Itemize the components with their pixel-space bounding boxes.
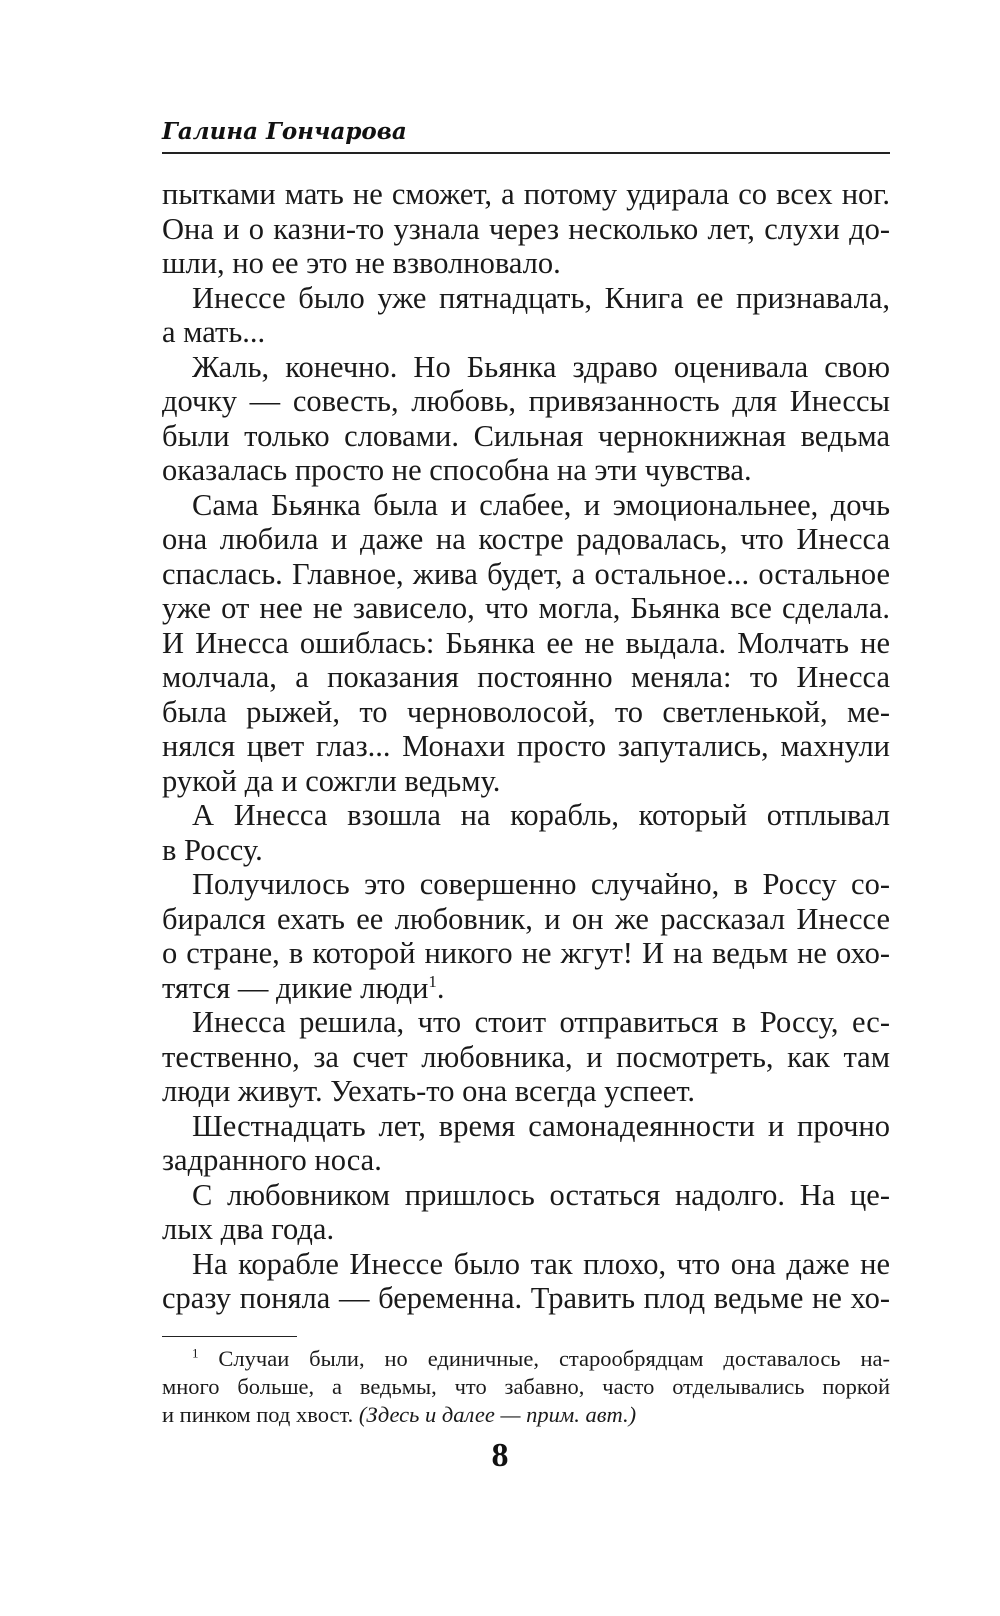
footnote [162,1345,890,1429]
body-line-text: тятся — дикие люди [162,970,429,1005]
footnote-line-text: Случаи были, но единичные, старообрядцам доставалось на- [218,1346,890,1371]
body-line: о стране, в которой никого не жгут! И на ведьм не охо- [162,936,890,970]
footnote-line-text: и пинком под хвост. [162,1402,359,1427]
body-line: спаслась. Главное, жива будет, а остальное... остальное [162,556,890,591]
running-head-author: Галина Гончарова [162,118,407,145]
footnote-line [162,1401,890,1429]
body-line-with-footnote [162,971,890,1006]
body-line: шли, но ее это не взволновало. [162,246,561,280]
footnote-line: много больше, а ведьмы, что забавно, часто отделывались поркой [162,1374,890,1399]
body-line: люди живут. Уехать-то она всегда успеет. [162,1074,695,1108]
body-line: Она и о казни-то узнала через несколько лет, слухи до- [162,211,890,246]
body-line-period: . [436,970,445,1005]
body-line: сразу поняла — беременна. Травить плод ведьме не хо- [162,1281,890,1315]
body-line: Получилось это совершенно случайно, в Россу со- [192,867,890,901]
body-line: пытками мать не сможет, а потому удирала со всех ног. [162,177,890,211]
body-line: бирался ехать ее любовник, и он же рассказал Инессе [162,901,890,936]
body-line: На корабле Инессе было так плохо, что она даже не [192,1246,890,1281]
body-line: дочку — совесть, любовь, привязанность для Инессы [162,384,890,418]
body-line: Шестнадцать лет, время самонадеянности и прочно [192,1108,890,1143]
body-line: И Инесса ошиблась: Бьянка ее не выдала. Молчать не [162,625,890,660]
body-line: С любовником пришлось остаться надолго. На це- [192,1177,890,1212]
body-line: лых два года. [162,1212,335,1246]
body-line: А Инесса взошла на корабль, который отплывал [192,798,890,832]
body-line: Инесса решила, что стоит отправиться в Россу, ес- [192,1005,890,1039]
page-number: 8 [491,1437,509,1474]
body-line: в Россу. [162,832,263,867]
body-line: Инессе было уже пятнадцать, Книга ее признавала, [192,280,890,315]
body-line: были только словами. Сильная чернокнижная ведьма [162,418,890,453]
body-line: Сама Бьянка была и слабее, и эмоциональнее, дочь [192,487,890,522]
body-line: она любила и даже на костре радовалась, что Инесса [162,522,890,556]
header-rule [162,152,890,154]
body-line: а мать... [162,315,266,349]
footnote-reference[interactable]: 1 [428,971,437,991]
footnote-editor-note: (Здесь и далее — прим. авт.) [358,1402,637,1427]
footnote-rule [162,1336,297,1337]
body-line: оказалась просто не способна на эти чувства. [162,453,752,487]
footnote-line [162,1345,890,1373]
body-line: тественно, за счет любовника, и посмотреть, как там [162,1039,890,1074]
body-line: задранного носа. [162,1143,382,1177]
body-line: была рыжей, то черноволосой, то светленькой, ме- [162,694,890,729]
footnote-marker: 1 [192,1345,199,1361]
body-line: рукой да и сожгли ведьму. [162,763,501,798]
body-line: Жаль, конечно. Но Бьянка здраво оценивала свою [192,349,890,384]
body-line: молчала, а показания постоянно меняла: то Инесса [162,660,890,694]
body-text [162,177,890,1316]
body-line: уже от нее не зависело, что могла, Бьянка все сделала. [162,591,890,625]
body-line: нялся цвет глаз... Монахи просто запутались, махнули [162,729,890,763]
